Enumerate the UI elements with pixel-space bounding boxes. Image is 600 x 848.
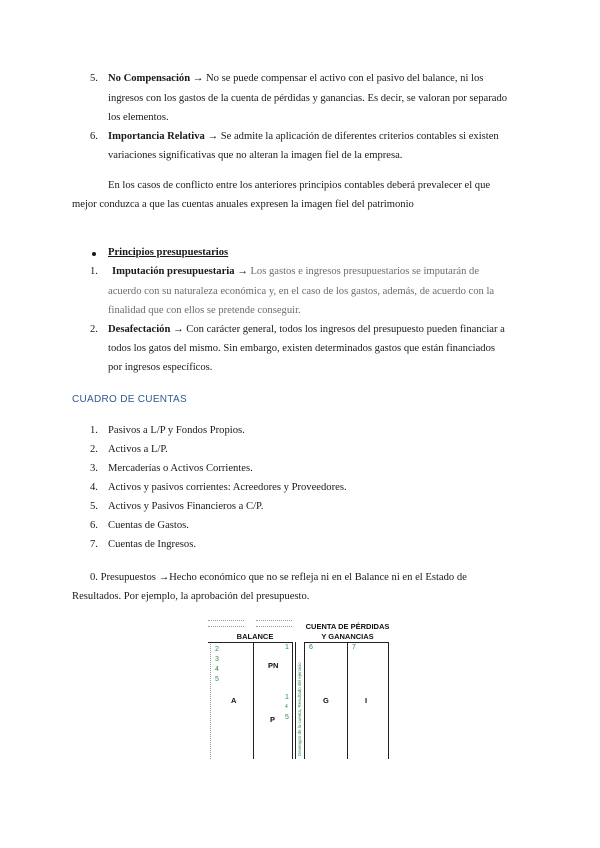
arrow: → <box>237 266 248 277</box>
account-number: 4 <box>285 704 288 710</box>
account-item: Mercaderías o Activos Corrientes. <box>108 463 253 474</box>
list-number: 5. <box>90 73 98 84</box>
balance-right-line <box>292 642 293 759</box>
principle-text: acuerdo con su naturaleza económica y, en el caso de los gastos, además, de acuerdo con la <box>108 286 495 297</box>
budget-principle-desafectacion <box>108 323 505 337</box>
i-label: I <box>365 696 368 705</box>
balance-right-line <box>295 642 296 759</box>
account-item: Activos y pasivos corrientes: Acreedores y Proveedores. <box>108 482 347 493</box>
principle-no-compensacion <box>108 72 483 86</box>
principle-title: Importancia Relativa <box>108 131 205 142</box>
principle-text: finalidad que con ellos se pretende conseguir. <box>108 305 301 316</box>
arrow: → <box>192 73 204 84</box>
list-number: 2. <box>90 324 98 335</box>
list-number: 6. <box>90 520 98 531</box>
pyg-divider <box>347 642 348 759</box>
account-number: 7 <box>352 644 356 651</box>
principle-text: Con carácter general, todos los ingresos del presupuesto pueden financiar a <box>186 324 505 335</box>
section-heading: CUADRO DE CUENTAS <box>72 394 187 405</box>
pyg-title-line1: CUENTA DE PÉRDIDAS <box>305 622 390 631</box>
principle-text: No se puede compensar el activo con el pasivo del balance, ni los <box>206 73 484 84</box>
principle-text: ingresos con los gastos de la cuenta de pérdidas y ganancias. Es decir, se valoran por separado <box>108 93 508 104</box>
guide-line <box>256 626 292 627</box>
account-number: 3 <box>215 656 219 663</box>
account-number: 2 <box>215 646 219 653</box>
account-number: 4 <box>215 666 219 673</box>
account-number: 6 <box>309 644 313 651</box>
account-item: Activos y Pasivos Financieros a C/P. <box>108 501 264 512</box>
g-label: G <box>323 696 329 705</box>
account-item: Cuentas de Gastos. <box>108 520 189 531</box>
budget-principle-imputacion <box>112 265 479 279</box>
accounts-diagram <box>208 616 398 761</box>
pn-label: PN <box>268 661 279 670</box>
principle-title: Desafectación <box>108 324 171 335</box>
principle-title: Imputación presupuestaria <box>112 266 235 277</box>
vertical-note: Devengos de la cuenta, Resultado del ejercicio <box>297 662 302 756</box>
principle-importancia-relativa <box>108 130 499 144</box>
list-number: 6. <box>90 131 98 142</box>
paragraph-line: Resultados. Por ejemplo, la aprobación del presupuesto. <box>72 591 310 602</box>
account-number: 5 <box>215 676 219 683</box>
guide-line <box>210 644 211 759</box>
paragraph-line: En los casos de conflicto entre los anteriores principios contables deberá prevalecer el que <box>108 180 491 191</box>
arrow: → <box>207 131 219 142</box>
balance-divider <box>253 642 254 759</box>
arrow: → <box>173 324 184 335</box>
pyg-left-line <box>304 642 305 759</box>
paragraph-line: 0. Presupuestos →Hecho económico que no se refleja ni en el Balance ni en el Estado de <box>90 572 467 583</box>
list-number: 3. <box>90 463 98 474</box>
account-number: 1 <box>285 694 289 701</box>
account-item: Activos a L/P. <box>108 444 168 455</box>
principle-text: Los gastos e ingresos presupuestarios se imputarán de <box>250 266 480 277</box>
list-number: 2. <box>90 444 98 455</box>
pyg-title-line2: Y GANANCIAS <box>321 632 374 641</box>
account-item: Pasivos a L/P y Fondos Propios. <box>108 425 245 436</box>
list-number: 1. <box>90 425 98 436</box>
list-number: 4. <box>90 482 98 493</box>
paragraph-line: mejor conduzca a que las cuentas anuales expresen la imagen fiel del patrimonio <box>72 199 414 210</box>
principle-title: No Compensación <box>108 73 191 84</box>
account-item: Cuentas de Ingresos. <box>108 539 196 550</box>
principle-text: por ingresos específicos. <box>108 362 213 373</box>
balance-top-line <box>208 642 292 643</box>
account-number: 5 <box>285 714 289 721</box>
p-label: P <box>270 715 276 724</box>
guide-line <box>208 620 244 621</box>
list-number: 5. <box>90 501 98 512</box>
principle-text: todos los gatos del mismo. Sin embargo, existen determinados gastos que están financiados <box>108 343 496 354</box>
principle-text: Se admite la aplicación de diferentes criterios contables si existen <box>220 131 499 142</box>
principle-text: los elementos. <box>108 112 169 123</box>
balance-title: BALANCE <box>236 632 274 641</box>
pyg-right-line <box>388 642 389 759</box>
guide-line <box>208 626 244 627</box>
list-number: 7. <box>90 539 98 550</box>
guide-line <box>256 620 292 621</box>
principle-text: variaciones significativas que no alteran la imagen fiel de la empresa. <box>108 150 403 161</box>
list-number: 1. <box>90 266 98 277</box>
bullet-icon <box>92 252 96 256</box>
account-number: 1 <box>285 644 289 651</box>
a-label: A <box>231 696 237 705</box>
section-title: Principios presupuestarios <box>108 247 229 258</box>
